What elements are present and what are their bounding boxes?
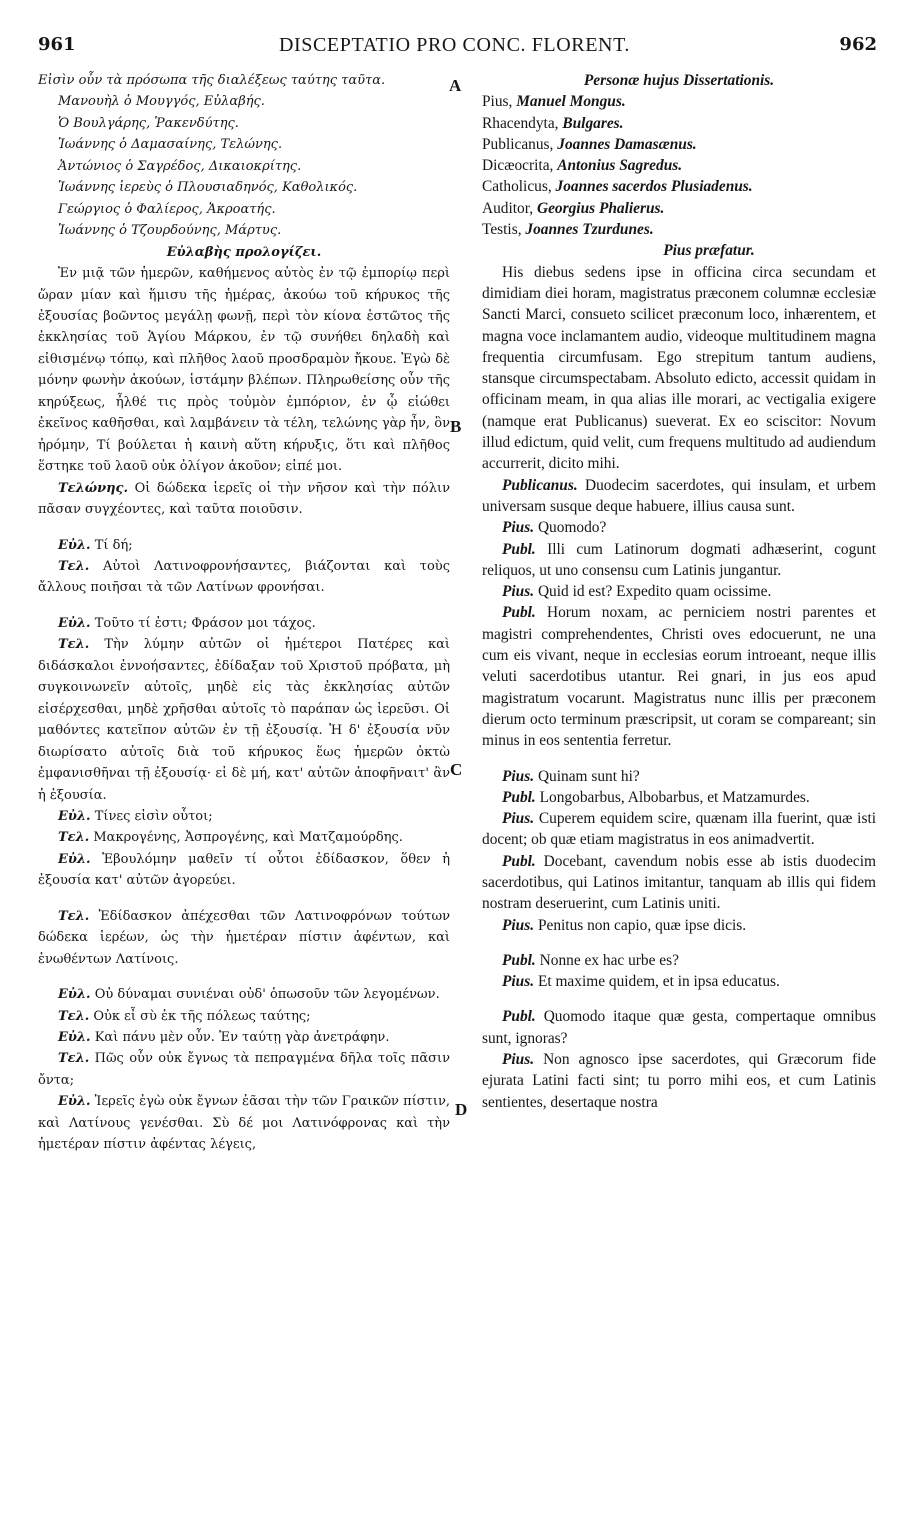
greek-dialogue-line — [38, 984, 450, 1005]
latin-dialogue-line — [482, 766, 876, 787]
greek-dialogue-line — [38, 1027, 450, 1048]
greek-person-line: Ἰωάννης ἱερεὺς ὁ Πλουσιαδηνός, Καθολικός. — [58, 180, 358, 196]
latin-dialogue-line — [482, 787, 876, 808]
latin-speech: Quid id est? Expedito quam ocissime. — [537, 583, 772, 601]
greek-dialogue-line — [38, 1091, 450, 1155]
latin-dialogue-line — [482, 539, 876, 582]
latin-speech: Quomodo? — [537, 519, 607, 537]
latin-speech: Nonne ex hac urbe es? — [539, 951, 679, 969]
latin-persons-list — [482, 91, 876, 240]
latin-person-line — [482, 219, 876, 240]
latin-person-role: Dicæocrita, — [482, 157, 558, 175]
greek-speech: Οὐκ εἶ σὺ ἐκ τῆς πόλεως ταύτης; — [93, 1008, 311, 1024]
margin-marker-a: A — [449, 76, 462, 95]
latin-speech: Longobarbus, Albobarbus, et Matzamurdes. — [539, 788, 810, 806]
running-header — [0, 34, 909, 62]
latin-speaker: Pius. — [502, 973, 535, 991]
latin-dialogue-line — [482, 915, 876, 936]
latin-person-line — [482, 176, 876, 197]
latin-speaker: Pius. — [502, 810, 535, 828]
greek-speaker: Τελ. — [58, 1051, 90, 1067]
latin-speaker: Pius. — [502, 767, 535, 785]
latin-dialogue-line — [482, 971, 876, 992]
greek-speaker: Εὐλ. — [58, 851, 91, 867]
greek-speaker: Τελ. — [58, 637, 90, 653]
latin-person-name: Joannes Tzurdunes. — [525, 221, 654, 239]
greek-speaker: Εὐλ. — [58, 1094, 91, 1110]
latin-person-name: Joannes sacerdos Plusiadenus. — [555, 178, 753, 196]
greek-speech: Τί δή; — [94, 537, 133, 553]
latin-person-role: Rhacendyta, — [482, 114, 563, 132]
greek-speech: Μακρογένης, Ἀσπρογένης, καὶ Ματζαμούρδης. — [93, 830, 403, 846]
latin-speech: Duodecim sacerdotes, qui insulam, et urbem universam susque deque habuere, illius causa sunt. — [482, 476, 876, 515]
greek-dialogue-line — [38, 478, 450, 521]
latin-prologue-title: Pius præfatur. — [663, 242, 755, 260]
greek-prologue: Ἐν μιᾷ τῶν ἡμερῶν, καθήμενος αὐτὸς ἐν τῷ ἐμπορίῳ περὶ ὥραν μίαν καὶ ἥμισυ τῆς ἡμέρας, ἀκούω τοῦ κήρυκος τῆς ἐξουσίας βοῶντος μεγάλῃ φωνῇ, περὶ τὸν κίονα ἑστῶτος τῆς ἐκκλησίας τοῦ Ἁγίου Μάρκου, ἐν τῷ συνήθει δηλαδὴ καὶ εἰθισμένῳ τόπῳ, καὶ πλῆθος λαοῦ προσδραμὸν ἤκουε. Ἐγὼ δὲ μόνην φωνὴν ἀκούων, ἱστάμην βλέπων. Πληρωθείσης οὖν τῆς κηρύξεως, ἦλθέ τις πρὸς τοὐμὸν ἐμπόριον, ἐν ᾧ εἰώθει ἐκεῖνος καθῆσθαι, καὶ λαμβάνειν τὰ τέλη, τελώνης γὰρ ἦν, ὃν ἠρόμην, Τί βούλεται ἡ καινὴ αὕτη κήρυξις, ὅτι καὶ πλῆθος ἕστηκε τοῦ λαοῦ οὐκ ὀλίγον ἀκοῦον; εἰπέ μοι. — [38, 266, 450, 475]
greek-dialogue — [38, 478, 450, 1156]
latin-speech: Illi cum Latinorum dogmati adhæserint, cogunt reliquos, ut uno consensu cum Latinis jungantur. — [482, 540, 876, 579]
latin-dialogue-line — [482, 602, 876, 751]
latin-speaker: Publicanus. — [502, 476, 578, 494]
latin-person-line — [482, 198, 876, 219]
greek-heading: Εἰσὶν οὖν τὰ πρόσωπα τῆς διαλέξεως ταύτης ταῦτα. — [38, 73, 386, 88]
greek-person-line: Ἰωάννης ὁ Δαμασαίνης, Τελώνης. — [58, 137, 283, 153]
greek-speech: Τὴν λύμην αὐτῶν οἱ ἡμέτεροι Πατέρες καὶ διδάσκαλοι ἐννοήσαντες, ἐδίδαξαν τοῦ Χριστοῦ πρόβατα, μὴ συγκοινωνεῖν αὐτοῖς, μηδὲ εἰς τὰς ἐκκλησίας αὐτῶν εἰσέρχεσθαι, μηδὲ χρῆσθαι αὐτοῖς τὸ παράπαν ὡς ἱερεῦσι. Οἱ μαθόντες κατεῖπον αὐτῶν ἐν τῇ ἐξουσίᾳ. Ἡ δ' ἐξουσία νῦν διωρίσατο αὐτοῖς διὰ τοῦ κήρυκος ἕως ἡμερῶν ὀκτὼ ἐμφανισθῆναι τῇ ἐξουσίᾳ· εἰ δὲ μή, κατ' αὐτῶν ἀποφῆναιτ' ἂν ἡ ἐξουσία. — [38, 637, 451, 803]
latin-dialogue-line — [482, 950, 876, 971]
latin-person-role: Testis, — [482, 221, 526, 239]
greek-speaker: Τελ. — [58, 1008, 90, 1024]
latin-speaker: Pius. — [502, 916, 535, 934]
greek-speech: Ἐβουλόμην μαθεῖν τί οὗτοι ἐδίδασκον, ὅθεν ἡ ἐξουσία κατ' αὐτῶν ἀγορεύει. — [38, 851, 450, 889]
greek-persons-list — [38, 91, 450, 241]
latin-speech: Quinam sunt hi? — [537, 767, 640, 785]
latin-person-name: Bulgares. — [562, 114, 624, 132]
greek-dialogue-line — [38, 806, 450, 827]
greek-dialogue-line — [38, 556, 450, 599]
latin-speech: Penitus non capio, quæ ipse dicis. — [537, 916, 747, 934]
greek-speech: Οὐ δύναμαι συνιέναι οὐδ' ὁπωσοῦν τῶν λεγομένων. — [94, 987, 440, 1003]
greek-speech: Καὶ πάνυ μὲν οὖν. Ἐν ταύτῃ γὰρ ἀνετράφην. — [94, 1030, 390, 1046]
latin-person-name: Antonius Sagredus. — [557, 157, 683, 175]
latin-speaker: Publ. — [502, 1008, 536, 1026]
greek-speaker: Εὐλ. — [58, 808, 91, 824]
page-number-right: 962 — [839, 34, 877, 55]
greek-speech: Τίνες εἰσὶν οὗτοι; — [94, 808, 213, 824]
greek-speech: Τοῦτο τί ἐστι; Φράσον μοι τάχος. — [94, 615, 316, 631]
greek-speaker: Εὐλ. — [58, 987, 91, 1003]
latin-speech: Non agnosco ipse sacerdotes, qui Græcorum fide ejurata Latini facti sint; tu porro mihi eos, et cum Latinis sentientes, desertaque nostra — [482, 1051, 876, 1111]
latin-speaker: Publ. — [502, 540, 536, 558]
latin-dialogue-line — [482, 1006, 876, 1049]
latin-column — [482, 70, 876, 1113]
latin-heading: Personæ hujus Dissertationis. — [583, 72, 775, 89]
latin-speaker: Pius. — [502, 1051, 535, 1069]
greek-speech: Πῶς οὖν οὐκ ἔγνως τὰ πεπραγμένα δῆλα τοῖς πᾶσιν ὄντα; — [38, 1051, 450, 1088]
greek-speaker: Εὐλ. — [58, 615, 91, 631]
greek-speaker: Τελώνης. — [58, 480, 128, 496]
latin-dialogue-line — [482, 808, 876, 851]
latin-person-line — [482, 155, 876, 176]
latin-speech: Quomodo itaque quæ gesta, compertaque omnibus sunt, ignoras? — [482, 1008, 876, 1047]
greek-speaker: Εὐλ. — [58, 537, 91, 553]
latin-speaker: Publ. — [502, 604, 536, 622]
greek-speech: Οἱ δώδεκα ἱερεῖς οἱ τὴν νῆσον καὶ τὴν πόλιν πᾶσαν συγχέοντες, καὶ ταῦτα ποιοῦσιν. — [38, 480, 450, 518]
greek-speaker: Τελ. — [58, 908, 90, 924]
latin-dialogue-line — [482, 517, 876, 538]
latin-person-line — [482, 113, 876, 134]
latin-speech: Et maxime quidem, et in ipsa educatus. — [537, 973, 780, 991]
latin-person-line — [482, 134, 876, 155]
latin-speaker: Pius. — [502, 583, 535, 601]
latin-dialogue-line — [482, 581, 876, 602]
greek-person-line: Ὁ Βουλγάρης, Ῥακενδύτης. — [58, 115, 239, 131]
margin-marker-d: D — [455, 1100, 468, 1119]
latin-speaker: Publ. — [502, 951, 536, 969]
greek-dialogue-line — [38, 906, 450, 970]
latin-dialogue-line — [482, 851, 876, 915]
latin-dialogue-line — [482, 1049, 876, 1113]
greek-speaker: Τελ. — [58, 558, 90, 574]
latin-person-role: Publicanus, — [482, 135, 558, 153]
greek-prologue-title: Εὐλαβὴς προλογίζει. — [166, 244, 322, 260]
latin-speaker: Publ. — [502, 852, 536, 870]
latin-person-name: Manuel Mongus. — [516, 93, 626, 111]
greek-person-line: Ἀντώνιος ὁ Σαγρέδος, Δικαιοκρίτης. — [58, 158, 302, 174]
greek-person-line: Ἰωάννης ὁ Τζουρδούνης, Μάρτυς. — [58, 223, 282, 239]
greek-speaker: Εὐλ. — [58, 1030, 91, 1046]
latin-speaker: Pius. — [502, 519, 535, 537]
greek-dialogue-line — [38, 1006, 450, 1027]
latin-person-name: Joannes Damasænus. — [557, 135, 697, 153]
greek-speech: Ἱερεῖς ἐγὼ οὐκ ἔγνων ἐᾶσαι τὴν τῶν Γραικῶν πίστιν, καὶ Λατίνους γενέσθαι. Σὺ δέ μοι Λατινόφρονας καὶ τὴν ἡμετέραν πίστιν ἀφέντας λέγεις, — [38, 1094, 450, 1153]
greek-speech: Ἐδίδασκον ἀπέχεσθαι τῶν Λατινοφρόνων τούτων δώδεκα ἱερέων, ὡς τὴν ἡμετέραν πίστιν ἀφέντων, καὶ ἑνωθέντων Λατίνοις. — [38, 908, 450, 967]
greek-dialogue-line — [38, 1048, 450, 1091]
latin-person-line — [482, 91, 876, 112]
greek-dialogue-line — [38, 634, 450, 806]
greek-dialogue-line — [38, 849, 450, 892]
latin-person-role: Catholicus, — [482, 178, 556, 196]
greek-speech: Αὐτοὶ Λατινοφρονήσαντες, βιάζονται καὶ τοὺς ἄλλους ποιῆσαι τὰ τῶν Λατίνων φρονήσαι. — [38, 558, 450, 596]
latin-person-role: Pius, — [482, 93, 517, 111]
latin-speech: Cuperem equidem scire, quænam illa fuerint, quæ isti docent; ob quæ etiam magistratus in eos animadvertit. — [482, 810, 876, 849]
latin-prologue: His diebus sedens ipse in officina circa secundam et dimidiam diei horam, magistratus præconem columnæ ecclesiæ Sancti Marci, consueto scilicet præconum loco, inhærentem, et magna voce inclamantem audio, videoque multitudinem magna frequentia circumfusam. Ego strepitum tantum audiens, stansque circumspectabam. Absoluto edicto, accessit quidam in officinam meam, in qua alias ille morari, ac vectigalia exigere (namque erat Publicanus) sueverat. Ex eo sciscitor: Novum illud edictum, quid velit, cum frequens multitudo ad audiendum accurrerit, dicito mihi. — [482, 263, 876, 473]
margin-marker-c: C — [450, 760, 463, 779]
margin-marker-b: B — [450, 417, 462, 436]
greek-column — [38, 70, 450, 1156]
greek-dialogue-line — [38, 613, 450, 634]
latin-speech: Docebant, cavendum nobis esse ab istis duodecim sacerdotibus, qui Latinos imitantur, tanquam ab illis qui fidem nostram deseruerint, cum Latinis uniti. — [482, 852, 876, 913]
greek-speaker: Τελ. — [58, 830, 90, 846]
latin-person-role: Auditor, — [482, 199, 537, 217]
running-title: DISCEPTATIO PRO CONC. FLORENT. — [278, 34, 631, 56]
latin-dialogue — [482, 475, 876, 1113]
page-number-left: 961 — [38, 34, 76, 55]
greek-dialogue-line — [38, 535, 450, 556]
latin-dialogue-line — [482, 475, 876, 518]
greek-dialogue-line — [38, 827, 450, 848]
latin-person-name: Georgius Phalierus. — [536, 199, 665, 217]
greek-person-line: Γεώργιος ὁ Φαλίερος, Ἀκροατής. — [58, 201, 276, 217]
greek-person-line: Μανουὴλ ὁ Μουγγός, Εὐλαβής. — [58, 94, 265, 110]
latin-speaker: Publ. — [502, 788, 536, 806]
latin-speech: Horum noxam, ac perniciem nostri parentes et magistri comprehendentes, Christi oves edocuerunt, ne una cum eis vivant, neque in ecclesias eorum introeant, neque illis veluti sacerdotibus utantur. Rei gnari, in jus eos apud magistratum vocarunt. Magistratus nunc illis per præconem dierum octo terminum præscripsit, ut coram se compareant; sin minus in eos sententia ferretur. — [482, 604, 876, 750]
